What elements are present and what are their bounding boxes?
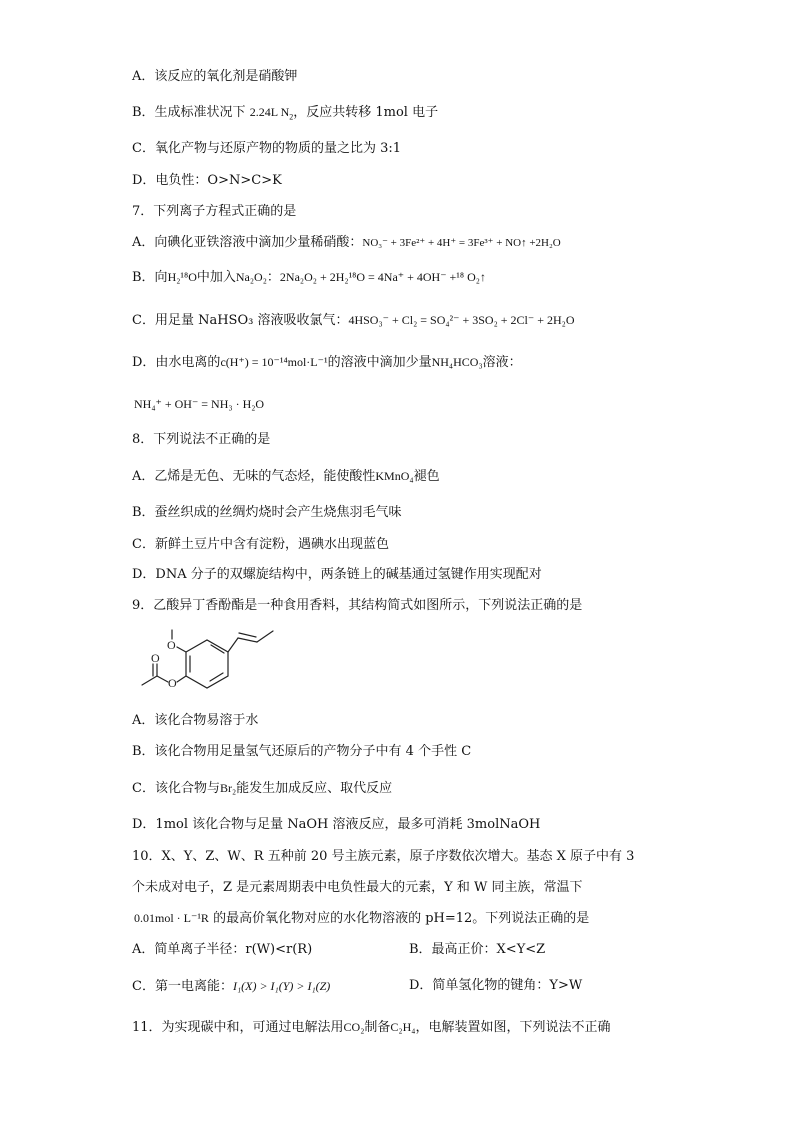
methoxy-oxygen-label: O bbox=[167, 638, 176, 652]
carbonyl-oxygen-label: O bbox=[151, 651, 160, 665]
q10-stem-line3-text: 的最高价氧化物对应的水化物溶液的 pH=12。下列说法正确的是 bbox=[208, 911, 590, 926]
q6-option-d: D．电负性：O>N>C>K bbox=[132, 173, 282, 188]
q8-option-a-text: A．乙烯是无色、无味的气态烃，能使酸性 bbox=[132, 469, 376, 484]
q8-option-a-post: 褪色 bbox=[413, 469, 440, 484]
q7-option-b-text2: 中加入 bbox=[196, 270, 236, 285]
q11-stem-text: 11．为实现碳中和，可通过电解法用 bbox=[132, 1020, 344, 1035]
q7-option-b-text3: ： bbox=[266, 270, 280, 285]
q9-option-c-text: C．该化合物与 bbox=[132, 781, 220, 796]
ester-oxygen-label: O bbox=[168, 676, 177, 690]
q6-option-c: C．氧化产物与还原产物的物质的量之比为 3:1 bbox=[132, 141, 402, 156]
q8-option-c: C．新鲜土豆片中含有淀粉，遇碘水出现蓝色 bbox=[132, 537, 389, 552]
q7-option-c-text: C．用足量 NaHSO₃ 溶液吸收氯气： bbox=[132, 313, 349, 328]
q8-option-d: D．DNA 分子的双螺旋结构中，两条链上的碱基通过氢键作用实现配对 bbox=[132, 567, 542, 582]
q9-option-a: A．该化合物易溶于水 bbox=[132, 713, 259, 728]
q6-option-b-post: ，反应共转移 1mol 电子 bbox=[293, 105, 439, 120]
q9-option-b: B．该化合物用足量氢气还原后的产物分子中有 4 个手性 C bbox=[132, 744, 472, 759]
benzene-ring bbox=[186, 640, 228, 688]
q7-option-b-h2o: H₂¹⁸O bbox=[167, 270, 197, 284]
q7-option-a bbox=[132, 234, 561, 252]
q8-stem: 8．下列说法不正确的是 bbox=[132, 432, 271, 447]
q11-stem bbox=[132, 1018, 610, 1037]
q10-option-c-equation: I₁(X) > I₁(Y) > I₁(Z) bbox=[232, 979, 331, 993]
q9-stem: 9．乙酸异丁香酚酯是一种食用香料，其结构简式如图所示，下列说法正确的是 bbox=[132, 598, 583, 613]
q7-option-b-text1: B．向 bbox=[132, 270, 168, 285]
q9-option-c-bromine: Br₂ bbox=[219, 781, 237, 795]
q9-option-c bbox=[132, 779, 392, 798]
q10-option-c bbox=[132, 977, 330, 996]
q7-option-d-salt: NH₄HCO₃ bbox=[431, 355, 483, 369]
q7-stem: 7．下列离子方程式正确的是 bbox=[132, 204, 297, 219]
q7-option-d-text1: D．由水电离的 bbox=[132, 355, 221, 370]
q11-co2: CO₂ bbox=[343, 1020, 365, 1034]
q10-option-c-text: C．第一电离能： bbox=[132, 979, 233, 994]
q11-c2h4: C₂H₄ bbox=[390, 1020, 416, 1034]
q10-option-a: A．简单离子半径：r(W)<r(R) bbox=[132, 942, 313, 957]
q7-option-c bbox=[132, 311, 575, 330]
q8-option-b: B．蚕丝织成的丝绸灼烧时会产生烧焦羽毛气味 bbox=[132, 505, 402, 520]
q7-option-d bbox=[132, 353, 522, 372]
q6-option-b-text: B．生成标准状况下 bbox=[132, 105, 250, 120]
q7-option-b bbox=[132, 268, 486, 287]
q7-option-c-equation: 4HSO₃⁻ + Cl₂ = SO₄²⁻ + 3SO₂ + 2Cl⁻ + 2H₂O bbox=[348, 313, 575, 327]
q7-option-d-text2: 的溶液中滴加少量 bbox=[327, 355, 432, 370]
q7-option-d-equation: NH₄⁺ + OH⁻ = NH₃ · H₂O bbox=[134, 397, 265, 411]
q9-option-d: D．1mol 该化合物与足量 NaOH 溶液反应，最多可消耗 3molNaOH bbox=[132, 817, 541, 832]
q6-option-b bbox=[132, 103, 438, 122]
q10-option-b: B．最高正价：X<Y<Z bbox=[409, 942, 546, 957]
q6-option-a: A．该反应的氧化剂是硝酸钾 bbox=[132, 69, 298, 84]
q7-option-a-equation: NO₃⁻ + 3Fe²⁺ + 4H⁺ = 3Fe³⁺ + NO↑ +2H₂O bbox=[362, 237, 561, 249]
q7-option-d-concentration: c(H⁺) = 10⁻¹⁴mol·L⁻¹ bbox=[220, 355, 328, 369]
q7-option-a-text: A．向碘化亚铁溶液中滴加少量稀硝酸： bbox=[132, 235, 363, 250]
q8-option-a-reagent: KMnO₄ bbox=[375, 469, 414, 483]
q10-option-d: D．简单氢化物的键角：Y>W bbox=[409, 978, 583, 993]
q10-stem-line1: 10．X、Y、Z、W、R 五种前 20 号主族元素，原子序数依次增大。基态 X 原子中有 3 bbox=[132, 849, 635, 864]
structural-formula-diagram bbox=[126, 624, 286, 702]
q7-option-d-text3: 溶液： bbox=[482, 355, 522, 370]
q10-stem-line2: 个未成对电子，Z 是元素周期表中电负性最大的元素，Y 和 W 同主族，常温下 bbox=[132, 880, 583, 895]
q11-stem-mid: 制备 bbox=[364, 1020, 391, 1035]
q7-option-b-equation: 2Na₂O₂ + 2H₂¹⁸O = 4Na⁺ + 4OH⁻ +¹⁸ O₂↑ bbox=[279, 270, 486, 284]
q8-option-a bbox=[132, 467, 440, 486]
q11-stem-post: ，电解装置如图，下列说法不正确 bbox=[415, 1020, 611, 1035]
q10-stem-line3 bbox=[134, 909, 589, 928]
q10-concentration: 0.01mol · L⁻¹R bbox=[134, 911, 209, 925]
q6-option-b-formula: 2.24L $N_2$ bbox=[249, 105, 294, 122]
q9-option-c-post: 能发生加成反应、取代反应 bbox=[236, 781, 393, 796]
q7-option-b-na2o2: Na₂O₂ bbox=[235, 270, 267, 284]
